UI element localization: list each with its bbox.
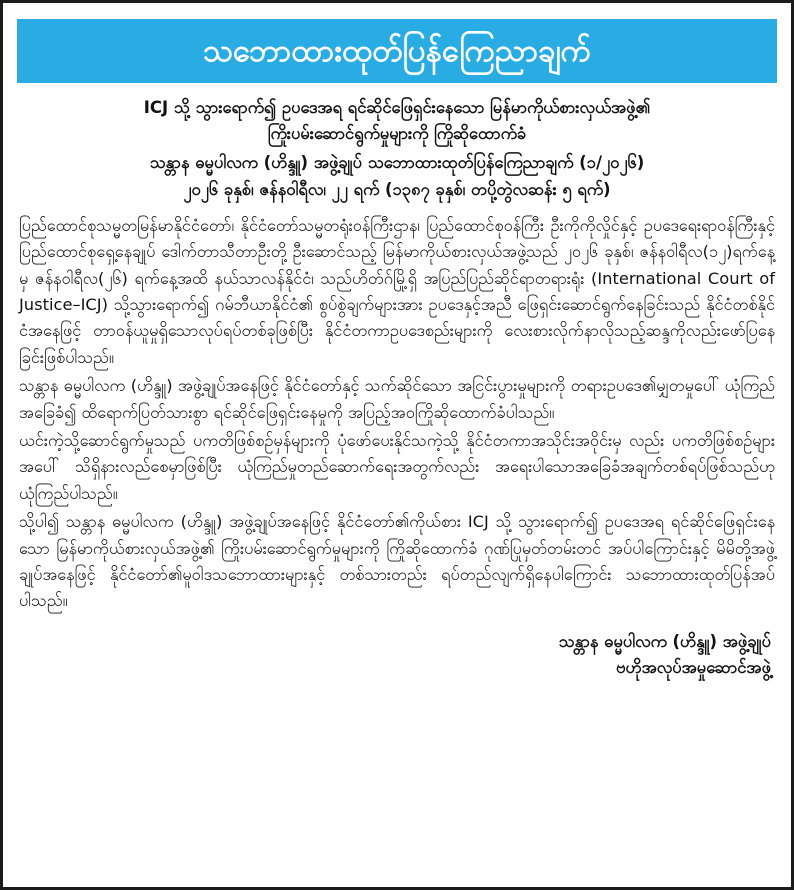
signature-block xyxy=(19,629,775,682)
statement-meta xyxy=(19,150,775,203)
paragraph: သို့ပါ၍ သန္တာန ဓမ္မပါလက (ဟိန္ဒူ) အဖွဲ့ချုပ်အနေဖြင့် နိုင်ငံတော်၏ကိုယ်စား ICJ သို့ သွားရောက်၍ ဥပဒေအရ ရင်ဆိုင်ဖြေရှင်းနေသော မြန်မာကိုယ်စားလှယ်အဖွဲ့၏ ကြိုးပမ်းဆောင်ရွက်မှုများကို ကြိုဆိုထောက်ခံ ဂုဏ်ပြုမှတ်တမ်းတင် အပ်ပါကြောင်းနှင့် မိမိတို့အဖွဲ့ချုပ်အနေဖြင့် နိုင်ငံတော်၏မူဝါဒသဘောထားများနှင့် တစ်သားတည်း ရပ်တည်လျက်ရှိနေပါကြောင်း သဘောထားထုတ်ပြန်အပ်ပါသည်။ xyxy=(19,512,775,611)
statement-date-line: ၂၀၂၆ ခုနှစ်၊ ဇန်နဝါရီလ၊ ၂၂ ရက် (၁၃၈၇ ခုနှစ်၊ တပို့တွဲလဆန်း ၅ ရက်) xyxy=(183,179,611,199)
subject-block xyxy=(19,95,775,146)
page-title: သဘောထားထုတ်ပြန်ကြေညာချက် xyxy=(202,32,592,69)
signature-organization: သန္တာန ဓမ္မပါလက (ဟိန္ဒူ) အဖွဲ့ချုပ် xyxy=(558,631,771,651)
paragraph-list xyxy=(19,213,775,615)
signature-body: ဗဟိုအလုပ်အမှုဆောင်အဖွဲ့ xyxy=(616,658,771,678)
statement-number-line: သန္တာန ဓမ္မပါလက (ဟိန္ဒူ) အဖွဲ့ချုပ် သဘောထားထုတ်ပြန်ကြေညာချက် (၁/၂၀၂၆) xyxy=(149,153,645,173)
paragraph: သန္တာန ဓမ္မပါလက (ဟိန္ဒူ) အဖွဲ့ချုပ်အနေဖြင့် နိုင်ငံတော်နှင့် သက်ဆိုင်သော အငြင်းပွားမှုများကို တရားဥပဒေ၏မျှတမှုပေါ် ယုံကြည်အခြေခံ၍ ထိရောက်ပြတ်သားစွာ ရင်ဆိုင်ဖြေရှင်းနေမှုကို အပြည့်အဝကြိုဆိုထောက်ခံပါသည်။ xyxy=(19,376,775,422)
paragraph: ပြည်ထောင်စုသမ္မတမြန်မာနိုင်ငံတော်၊ နိုင်ငံတော်သမ္မတရုံးဝန်ကြီးဌာန၊ ပြည်ထောင်စုဝန်ကြီး ဦးကိုကိုလှိုင်နှင့် ဥပဒေရေးရာဝန်ကြီးနှင့်ပြည်ထောင်စုရှေ့နေချုပ် ဒေါက်တာသီတာဦးတို့ ဦးဆောင်သည့် မြန်မာကိုယ်စားလှယ်အဖွဲ့သည် ၂၀၂၆ ခုနှစ်၊ ဇန်နဝါရီလ(၁၂)ရက်နေ့မှ ဇန်နဝါရီလ(၂၆) ရက်နေ့အထိ နယ်သာလန်နိုင်ငံ၊ သည်ဟိတ်ဂ်မြို့ရှိ အပြည်ပြည်ဆိုင်ရာတရားရုံး (International Court of Justice–ICJ) သို့သွားရောက်၍ ဂမ်ဘီယာနိုင်ငံ၏ စွပ်စွဲချက်များအား ဥပဒေနှင့်အညီ ဖြေရှင်းဆောင်ရွက်နေခြင်းသည် နိုင်ငံတစ်နိုင်ငံအနေဖြင့် တာဝန်ယူမှုရှိသောလုပ်ရပ်တစ်ခုဖြစ်ပြီး နိုင်ငံတကာဥပဒေစည်းများကို လေးစားလိုက်နာလိုသည့်ဆန္ဒကိုလည်းဖော်ပြနေခြင်းဖြစ်ပါသည်။ xyxy=(19,215,775,367)
document-body xyxy=(3,83,791,692)
subject-line-1: ICJ သို့ သွားရောက်၍ ဥပဒေအရ ရင်ဆိုင်ဖြေရှင်းနေသော မြန်မာကိုယ်စားလှယ်အဖွဲ့၏ xyxy=(143,98,651,117)
paragraph: ယင်းကဲ့သို့ဆောင်ရွက်မှုသည် ပကတိဖြစ်စဉ်မှန်များကို ပုံဖော်ပေးနိုင်သကဲ့သို့ နိုင်ငံတကာအသိုင်းအဝိုင်းမှ လည်း ပကတိဖြစ်စဉ်များအပေါ် သိရှိနားလည်စေမှာဖြစ်ပြီး ယုံကြည်မှုတည်ဆောက်ရေးအတွက်လည်း အရေးပါသောအခြေခံအချက်တစ်ရပ်ဖြစ်သည်ဟု ယုံကြည်ပါသည်။ xyxy=(19,431,775,503)
subject-line-2: ကြိုးပမ်းဆောင်ရွက်မှုများကို ကြိုဆိုထောက်ခံ xyxy=(267,123,527,143)
header-banner xyxy=(17,19,777,83)
